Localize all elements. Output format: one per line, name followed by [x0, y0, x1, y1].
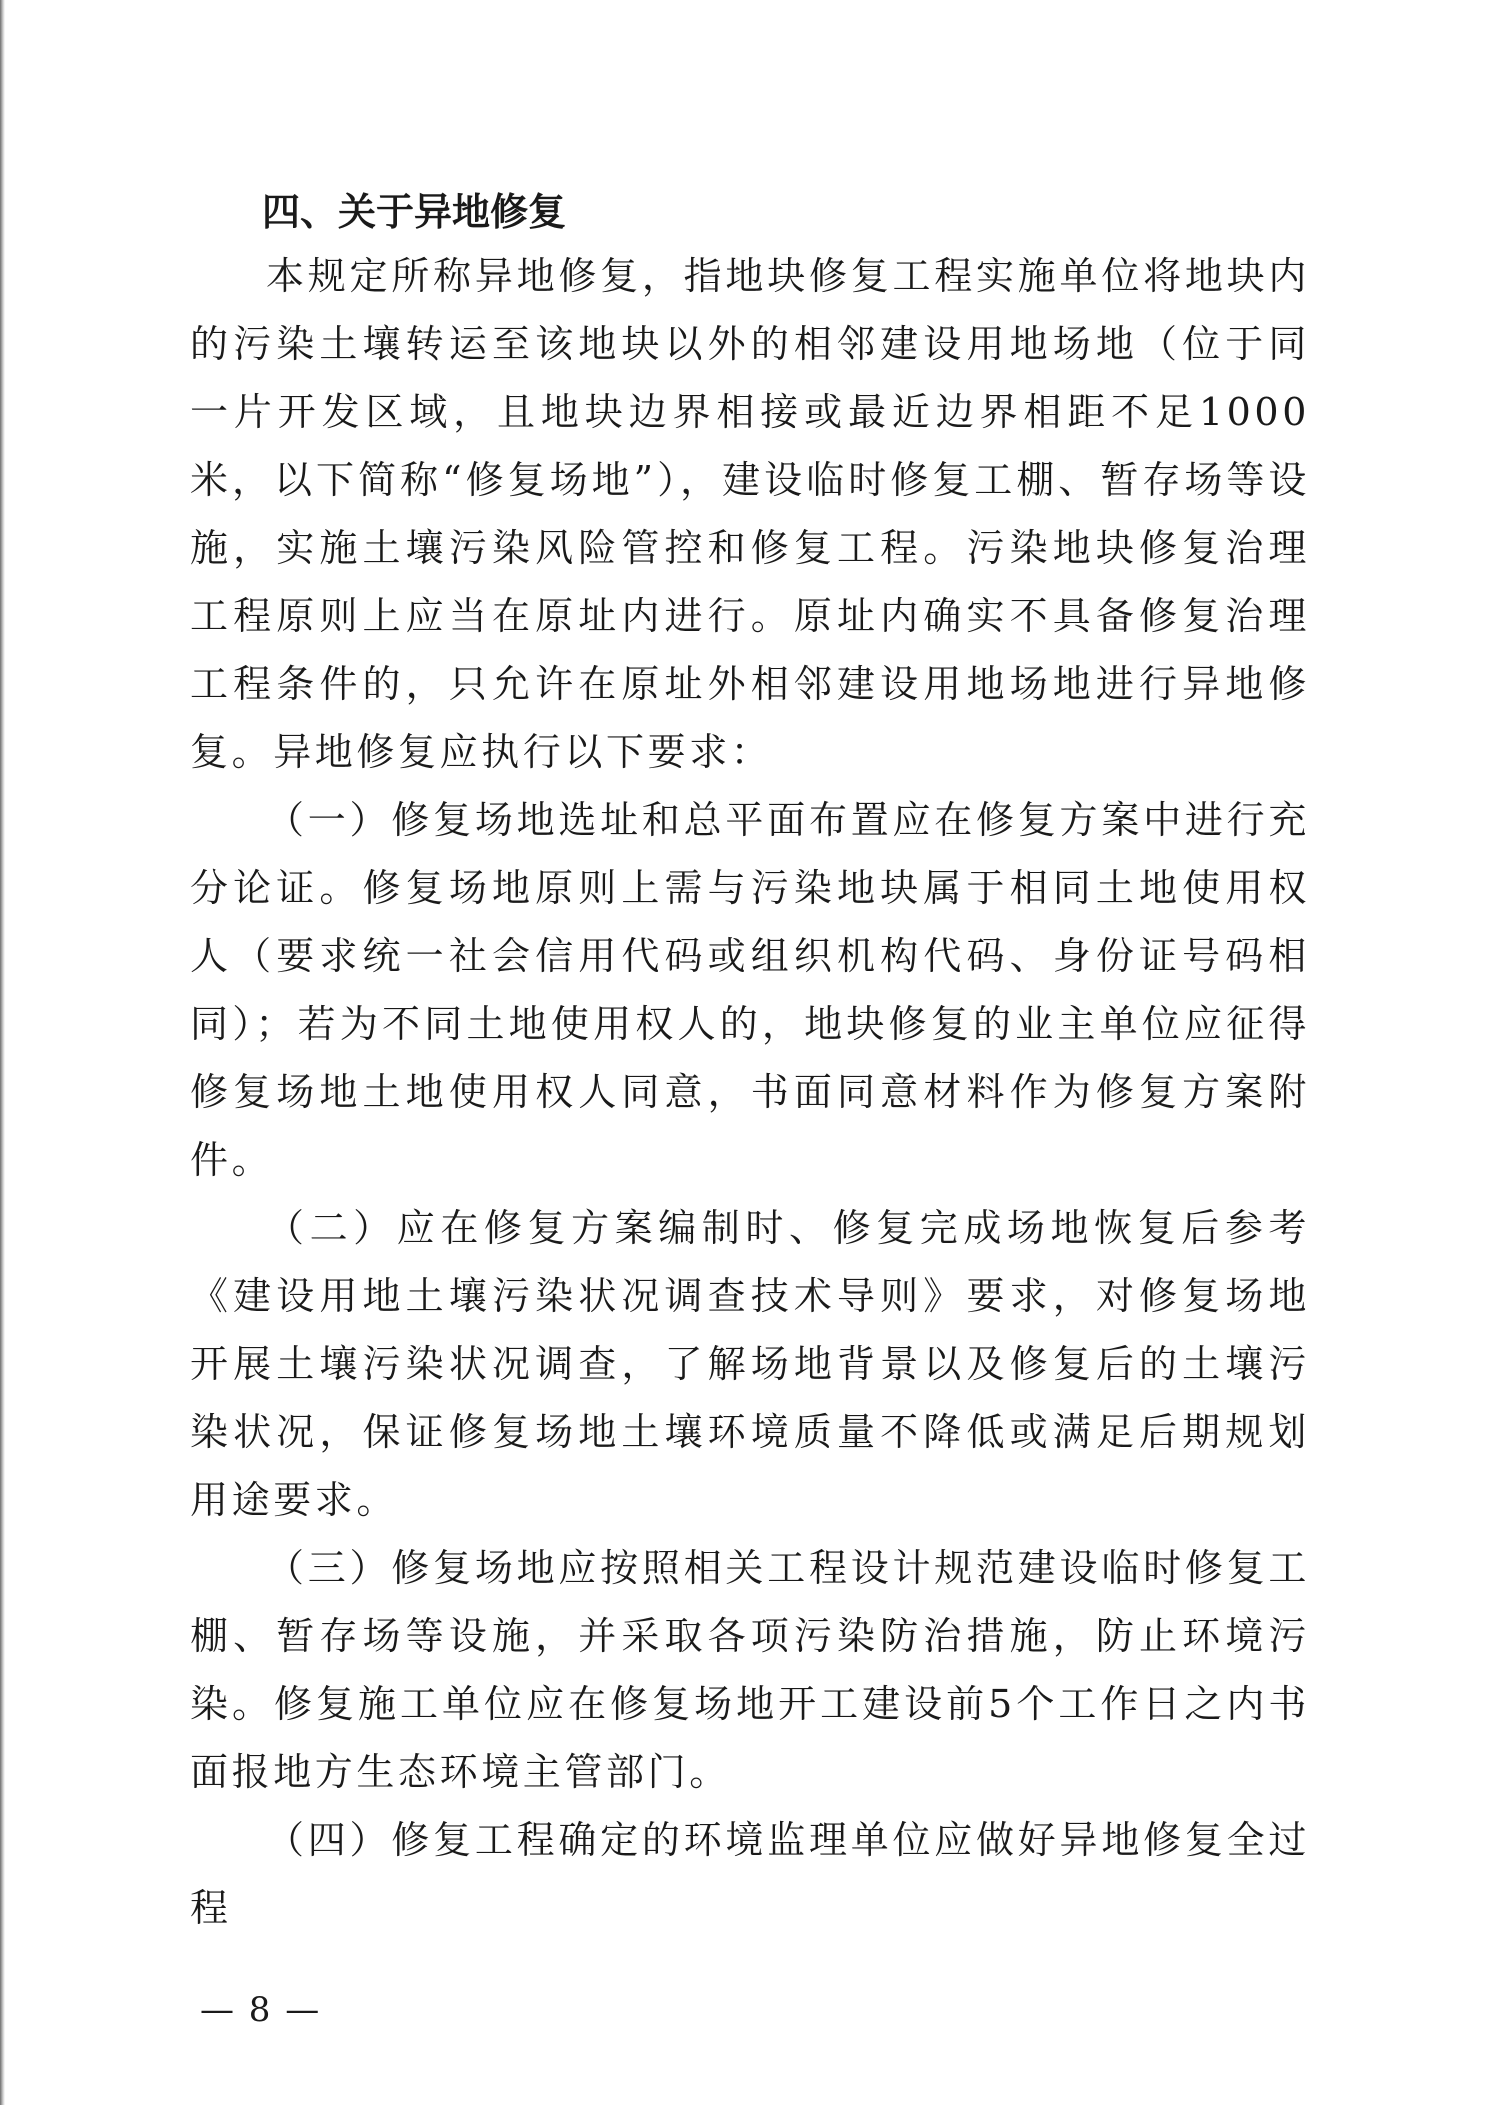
paragraph-item-2: （二）应在修复方案编制时、修复完成场地恢复后参考《建设用地土壤污染状况调查技术导则》要求，对修复场地开展土壤污染状况调查，了解场地背景以及修复后的土壤污染状况，保证修复场地土壤环境质量不降低或满足后期规划用途要求。 — [190, 1206, 1310, 1522]
page-number: — 8 — — [200, 1990, 322, 2030]
document-body — [190, 182, 1310, 1942]
scan-edge — [0, 0, 5, 2105]
paragraph-intro: 本规定所称异地修复，指地块修复工程实施单位将地块内的污染土壤转运至该地块以外的相邻建设用地场地（位于同一片开发区域，且地块边界相接或最近边界相距不足1000米，以下简称“修复场地”），建设临时修复工棚、暂存场等设施，实施土壤污染风险管控和修复工程。污染地块修复治理工程原则上应当在原址内进行。原址内确实不具备修复治理工程条件的，只允许在原址外相邻建设用地场地进行异地修复。异地修复应执行以下要求： — [190, 254, 1310, 774]
section-heading: 四、关于异地修复 — [262, 190, 567, 234]
paragraph-item-1: （一）修复场地选址和总平面布置应在修复方案中进行充分论证。修复场地原则上需与污染地块属于相同土地使用权人（要求统一社会信用代码或组织机构代码、身份证号码相同）；若为不同土地使用权人的，地块修复的业主单位应征得修复场地土地使用权人同意，书面同意材料作为修复方案附件。 — [190, 798, 1310, 1182]
paragraph-item-3: （三）修复场地应按照相关工程设计规范建设临时修复工棚、暂存场等设施，并采取各项污染防治措施，防止环境污染。修复施工单位应在修复场地开工建设前5个工作日之内书面报地方生态环境主管部门。 — [190, 1546, 1310, 1794]
paragraph-item-4: （四）修复工程确定的环境监理单位应做好异地修复全过程 — [190, 1818, 1310, 1930]
